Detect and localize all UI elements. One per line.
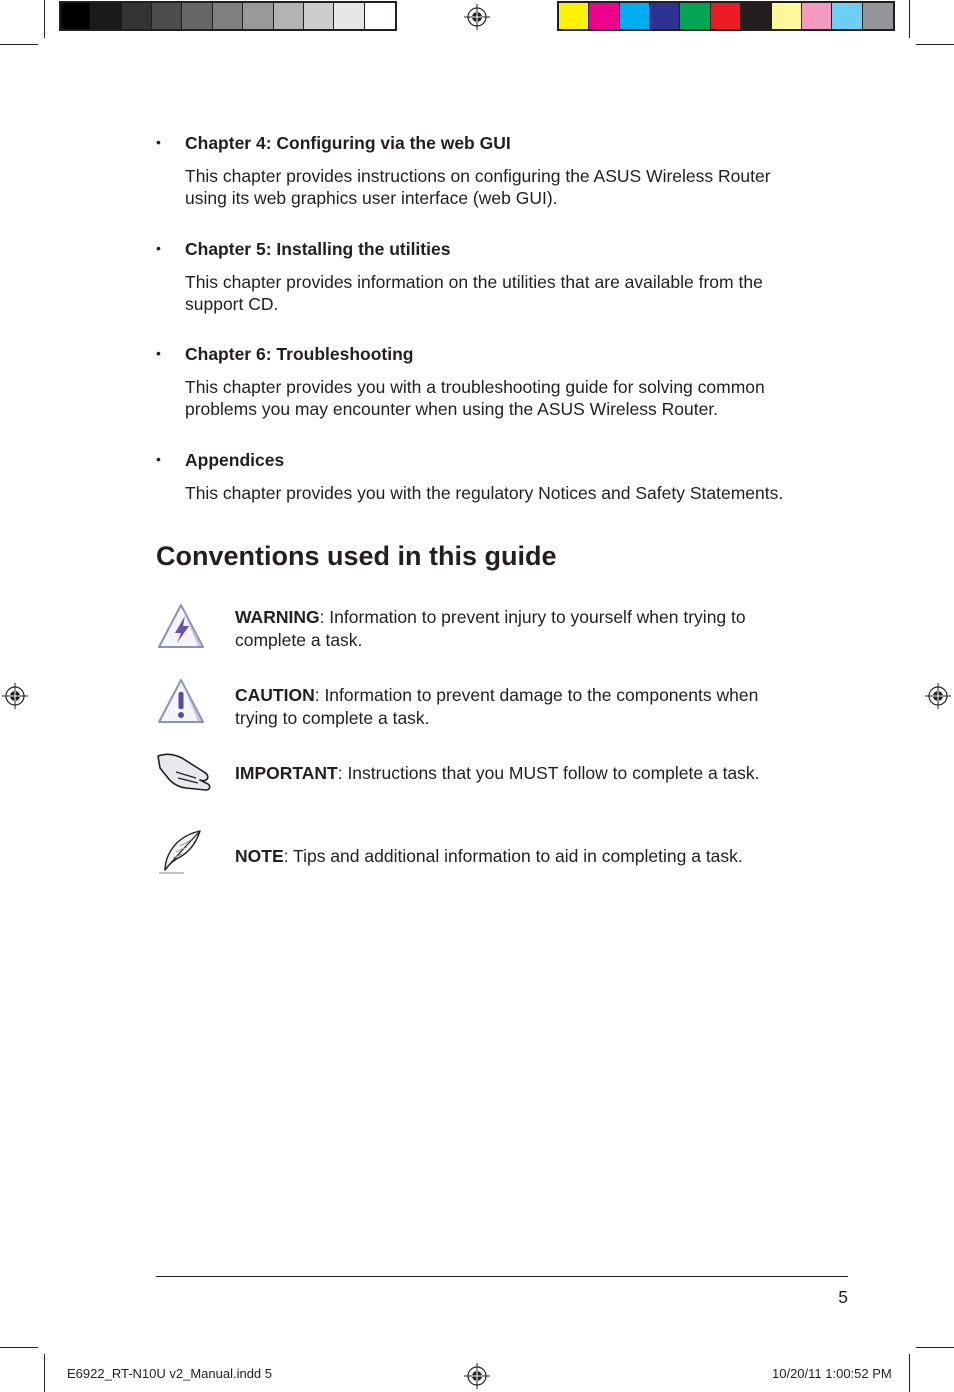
crop-mark xyxy=(0,1347,38,1348)
chapter-entry xyxy=(156,238,796,318)
slug-filename: E6922_RT-N10U v2_Manual.indd 5 xyxy=(67,1366,273,1381)
chapter-entry xyxy=(156,343,796,423)
convention-description: : Information to prevent damage to the components when trying to complete a task. xyxy=(235,685,759,728)
convention-warning xyxy=(235,606,795,652)
color-swatch xyxy=(91,3,121,29)
warning-bolt-icon xyxy=(156,602,206,650)
registration-mark-icon xyxy=(464,1363,490,1389)
chapter-title: Chapter 4: Configuring via the web GUI xyxy=(185,133,511,153)
chapter-description: This chapter provides instructions on configuring the ASUS Wireless Router using its web graphics user interface (web GUI). xyxy=(185,166,771,208)
color-swatch xyxy=(589,3,619,29)
bullet: • xyxy=(156,345,161,361)
convention-label: CAUTION xyxy=(235,685,315,705)
color-swatch xyxy=(650,3,680,29)
color-swatch xyxy=(711,3,741,29)
color-swatch xyxy=(863,3,893,29)
bullet: • xyxy=(156,240,161,256)
color-swatch xyxy=(741,3,771,29)
convention-caution xyxy=(235,684,795,730)
color-swatch xyxy=(61,3,91,29)
chapter-title: Chapter 6: Troubleshooting xyxy=(185,344,414,364)
crop-mark xyxy=(916,1347,954,1348)
convention-description: : Information to prevent injury to yourself when trying to complete a task. xyxy=(235,607,746,650)
color-swatch xyxy=(334,3,364,29)
color-swatch xyxy=(122,3,152,29)
footer-rule xyxy=(156,1276,848,1277)
section-heading: Conventions used in this guide xyxy=(156,541,557,571)
color-swatch xyxy=(802,3,832,29)
convention-label: WARNING xyxy=(235,607,320,627)
bullet: • xyxy=(156,134,161,150)
chapter-entry xyxy=(156,132,796,212)
color-swatch xyxy=(213,3,243,29)
color-swatch xyxy=(152,3,182,29)
grayscale-color-bar xyxy=(59,1,397,31)
color-swatch xyxy=(365,3,395,29)
color-swatch xyxy=(274,3,304,29)
color-swatch xyxy=(772,3,802,29)
slug-timestamp: 10/20/11 1:00:52 PM xyxy=(772,1366,892,1381)
crop-mark xyxy=(916,44,954,45)
convention-description: : Tips and additional information to aid in completing a task. xyxy=(283,846,743,866)
crop-mark xyxy=(44,1354,45,1392)
caution-exclamation-icon xyxy=(156,677,206,725)
bullet: • xyxy=(156,451,161,467)
chapter-entry xyxy=(156,449,796,509)
registration-mark-icon xyxy=(925,683,951,709)
chapter-title: Chapter 5: Installing the utilities xyxy=(185,239,451,259)
color-swatch xyxy=(182,3,212,29)
chapter-description: This chapter provides information on the utilities that are available from the support CD. xyxy=(185,272,763,314)
convention-important xyxy=(235,762,795,785)
color-swatch xyxy=(620,3,650,29)
convention-note xyxy=(235,845,795,868)
color-swatch xyxy=(559,3,589,29)
registration-mark-icon xyxy=(464,4,490,30)
registration-mark-icon xyxy=(2,683,28,709)
convention-description: : Instructions that you MUST follow to complete a task. xyxy=(337,763,760,783)
process-color-bar xyxy=(557,1,895,31)
convention-label: IMPORTANT xyxy=(235,763,338,783)
crop-mark xyxy=(909,1354,910,1392)
feather-quill-icon xyxy=(156,828,204,876)
chapter-description: This chapter provides you with the regulatory Notices and Safety Statements. xyxy=(185,483,784,503)
page-number: 5 xyxy=(838,1287,848,1307)
chapter-title: Appendices xyxy=(185,450,285,470)
color-swatch xyxy=(680,3,710,29)
color-swatch xyxy=(304,3,334,29)
crop-mark xyxy=(909,0,910,38)
convention-label: NOTE xyxy=(235,846,284,866)
chapter-description: This chapter provides you with a troubleshooting guide for solving common problems you may encounter when using the ASUS Wireless Router. xyxy=(185,377,765,419)
pointing-hand-icon xyxy=(156,750,214,792)
color-swatch xyxy=(243,3,273,29)
crop-mark xyxy=(44,0,45,38)
crop-mark xyxy=(0,44,38,45)
color-swatch xyxy=(832,3,862,29)
